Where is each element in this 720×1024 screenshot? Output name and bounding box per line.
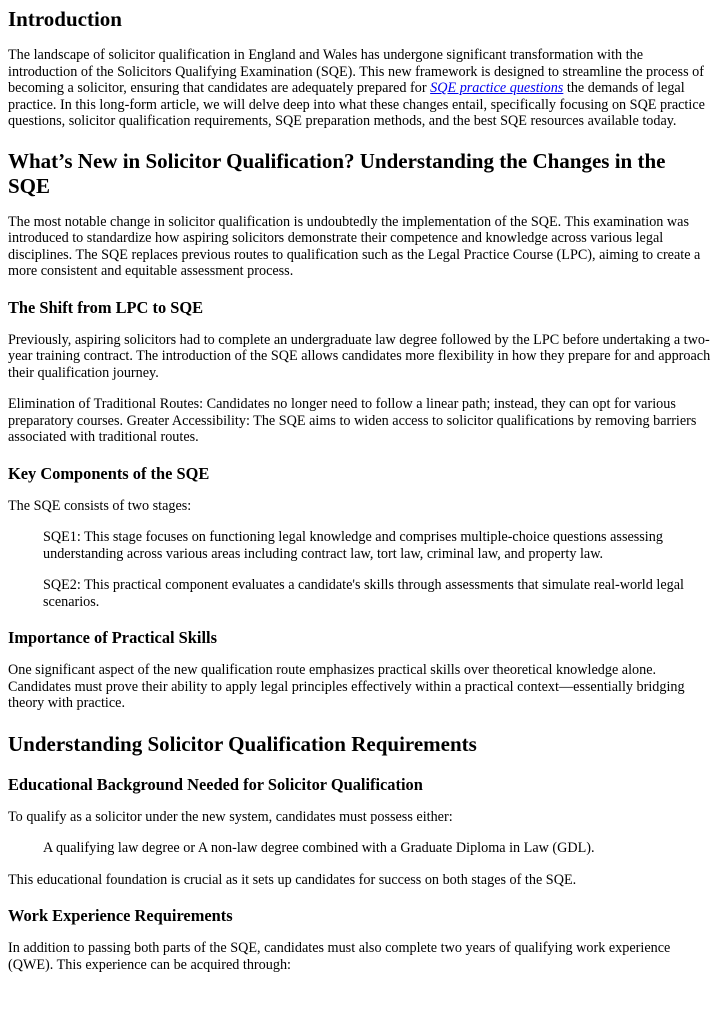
key-components-paragraph: The SQE consists of two stages: <box>8 497 192 514</box>
education-paragraph: To qualify as a solicitor under the new system, candidates must possess either: <box>8 808 453 825</box>
sqe2-description: SQE2: This practical component evaluates a candidate's skills through assessments that simulate real-world legal scenarios. <box>43 577 684 610</box>
work-experience-heading: Work Experience Requirements <box>8 906 233 925</box>
work-experience-paragraph: In addition to passing both parts of the SQE, candidates must also complete two years of qualifying work experience (QWE). This experience can be acquired through: <box>8 940 671 973</box>
practical-skills-heading: Importance of Practical Skills <box>8 628 217 647</box>
intro-text-after-link: the demands of legal practice. In this long-form article, we will delve deep into what these changes entail, specifically focusing on SQE practice questions, solicitor qualification requirements, SQE preparation methods, and the best SQE resources available today. <box>8 80 705 129</box>
shift-paragraph-2: Elimination of Traditional Routes: Candidates no longer need to follow a linear path; instead, they can opt for various preparatory courses. Greater Accessibility: The SQE aims to widen access to solicitor qualifications by removing barriers associated with traditional routes. <box>8 396 697 445</box>
shift-paragraph-1: Previously, aspiring solicitors had to complete an undergraduate law degree followed by the LPC before undertaking a two-year training contract. The introduction of the SQE allows candidates more flexibility in how they prepare for and approach their qualification journey. <box>8 331 711 381</box>
education-paragraph-2: This educational foundation is crucial as it sets up candidates for success on both stages of the SQE. <box>8 871 577 888</box>
education-quote-text: A qualifying law degree or A non-law degree combined with a Graduate Diploma in Law (GDL). <box>43 840 595 856</box>
introduction-paragraph <box>8 47 712 130</box>
intro-text-before-link: The landscape of solicitor qualification in England and Wales has undergone significant transformation with the introduction of the Solicitors Qualifying Examination (SQE). This new framework is designed to streamline the process of becoming a solicitor, ensuring that candidates are adequately prepared for <box>8 47 704 96</box>
practical-skills-paragraph: One significant aspect of the new qualification route emphasizes practical skills over theoretical knowledge alone. Candidates must prove their ability to apply legal principles effectively within a practical context—essentially bridging theory with practice. <box>8 662 685 711</box>
whats-new-paragraph: The most notable change in solicitor qualification is undoubtedly the implementation of the SQE. This examination was introduced to standardize how aspiring solicitors demonstrate their competence and knowledge across various legal disciplines. The SQE replaces previous routes to qualification such as the Legal Practice Course (LPC), aiming to create a more consistent and equitable assessment process. <box>8 213 701 279</box>
sqe1-description: SQE1: This stage focuses on functioning legal knowledge and comprises multiple-choice questions assessing understanding across various areas including contract law, tort law, criminal law, and property law. <box>43 529 663 562</box>
sqe-stages-quote <box>43 529 712 610</box>
article <box>0 7 720 973</box>
requirements-heading: Understanding Solicitor Qualification Requirements <box>8 731 477 756</box>
education-quote <box>43 840 712 857</box>
education-heading: Educational Background Needed for Solicitor Qualification <box>8 774 423 794</box>
sqe-practice-questions-link[interactable]: SQE practice questions <box>430 80 564 96</box>
key-components-heading: Key Components of the SQE <box>8 463 210 483</box>
shift-heading: The Shift from LPC to SQE <box>8 297 204 317</box>
whats-new-heading: What’s New in Solicitor Qualification? Understanding the Changes in the SQE <box>8 148 666 198</box>
introduction-heading: Introduction <box>8 7 122 31</box>
